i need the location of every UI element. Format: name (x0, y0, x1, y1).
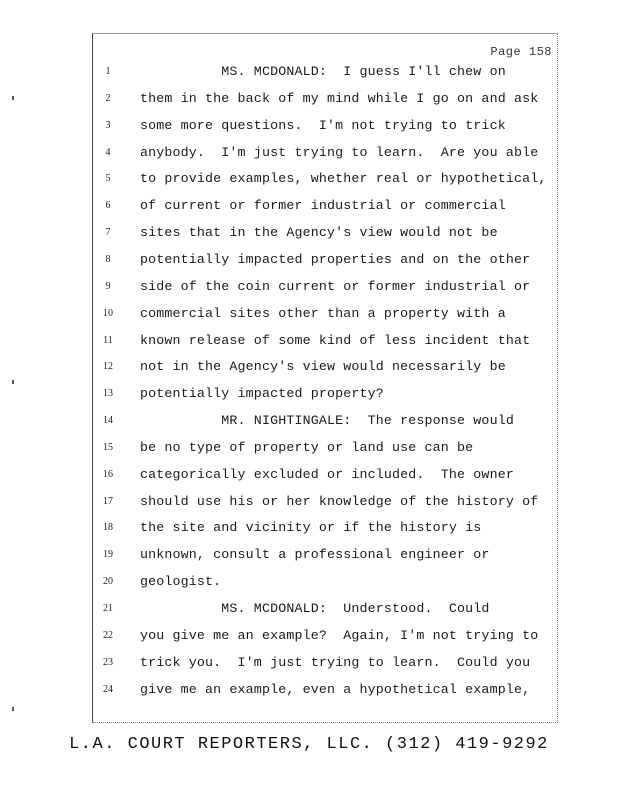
line-number: 24 (103, 683, 113, 695)
line-number: 10 (103, 307, 113, 319)
transcript-line (0, 467, 618, 493)
line-text: not in the Agency's view would necessarily be (140, 359, 506, 375)
line-text: them in the back of my mind while I go on and ask (140, 90, 539, 106)
line-number: 4 (105, 146, 111, 158)
line-text: some more questions. I'm not trying to trick (140, 117, 506, 133)
line-text: should use his or her knowledge of the history of (140, 493, 539, 509)
line-text: unknown, consult a professional engineer or (140, 547, 490, 563)
line-number: 22 (103, 629, 113, 641)
transcript-line (0, 306, 618, 332)
transcript-line (0, 64, 618, 90)
line-text: potentially impacted properties and on the other (140, 251, 531, 267)
line-number: 8 (105, 253, 111, 265)
line-number: 5 (105, 173, 111, 185)
transcript-line (0, 547, 618, 573)
transcript-line (0, 386, 618, 412)
transcript-line (0, 118, 618, 144)
scan-speck (12, 96, 14, 100)
line-text: sites that in the Agency's view would not be (140, 225, 498, 241)
transcript-line (0, 198, 618, 224)
transcript-line (0, 520, 618, 546)
transcript-line (0, 494, 618, 520)
reporter-footer: L.A. COURT REPORTERS, LLC. (312) 419-9292 (69, 735, 549, 754)
transcript-line (0, 145, 618, 171)
line-number: 3 (105, 119, 111, 131)
line-text: geologist. (140, 574, 222, 590)
line-number: 23 (103, 656, 113, 668)
transcript-line (0, 440, 618, 466)
line-text: commercial sites other than a property with a (140, 305, 506, 321)
line-number: 1 (105, 66, 111, 77)
line-number: 19 (103, 549, 113, 561)
line-number: 17 (103, 495, 113, 507)
transcript-line (0, 413, 618, 439)
line-text: known release of some kind of less incident that (140, 332, 531, 348)
line-number: 9 (105, 280, 111, 292)
line-text: MR. NIGHTINGALE: The response would (140, 413, 514, 429)
line-text: you give me an example? Again, I'm not trying to (140, 627, 539, 643)
transcript-line (0, 574, 618, 600)
line-number: 2 (105, 92, 111, 104)
transcript-line (0, 252, 618, 278)
transcript-line (0, 359, 618, 385)
scan-speck (12, 707, 14, 711)
line-text: be no type of property or land use can be (140, 439, 474, 455)
line-number: 6 (105, 200, 111, 212)
line-number: 15 (103, 441, 113, 453)
line-text: side of the coin current or former industrial or (140, 278, 531, 294)
line-text: categorically excluded or included. The owner (140, 466, 514, 482)
line-text: trick you. I'm just trying to learn. Could you (140, 654, 531, 670)
page-number: Page 158 (490, 45, 552, 59)
line-number: 18 (103, 522, 113, 534)
line-number: 21 (103, 603, 113, 614)
line-number: 16 (103, 468, 113, 480)
transcript-line (0, 279, 618, 305)
line-number: 20 (103, 576, 113, 588)
line-number: 13 (103, 388, 113, 400)
line-number: 14 (103, 415, 113, 427)
transcript-line (0, 655, 618, 681)
scan-speck (12, 380, 14, 384)
line-number: 12 (103, 361, 113, 373)
transcript-line (0, 628, 618, 654)
line-text: MS. MCDONALD: I guess I'll chew on (140, 64, 506, 79)
line-text: the site and vicinity or if the history is (140, 520, 482, 536)
transcript-line (0, 91, 618, 117)
line-text: anybody. I'm just trying to learn. Are you able (140, 144, 539, 160)
transcript-line (0, 225, 618, 251)
line-number: 7 (105, 227, 111, 239)
transcript-line (0, 601, 618, 627)
line-number: 11 (103, 334, 113, 346)
line-text: give me an example, even a hypothetical example, (140, 681, 531, 697)
transcript-line (0, 333, 618, 359)
line-text: of current or former industrial or commercial (140, 198, 506, 214)
line-text: to provide examples, whether real or hypothetical, (140, 171, 547, 187)
transcript-line (0, 682, 618, 708)
transcript-line (0, 171, 618, 197)
line-text: potentially impacted property? (140, 386, 384, 402)
line-text: MS. MCDONALD: Understood. Could (140, 601, 490, 616)
